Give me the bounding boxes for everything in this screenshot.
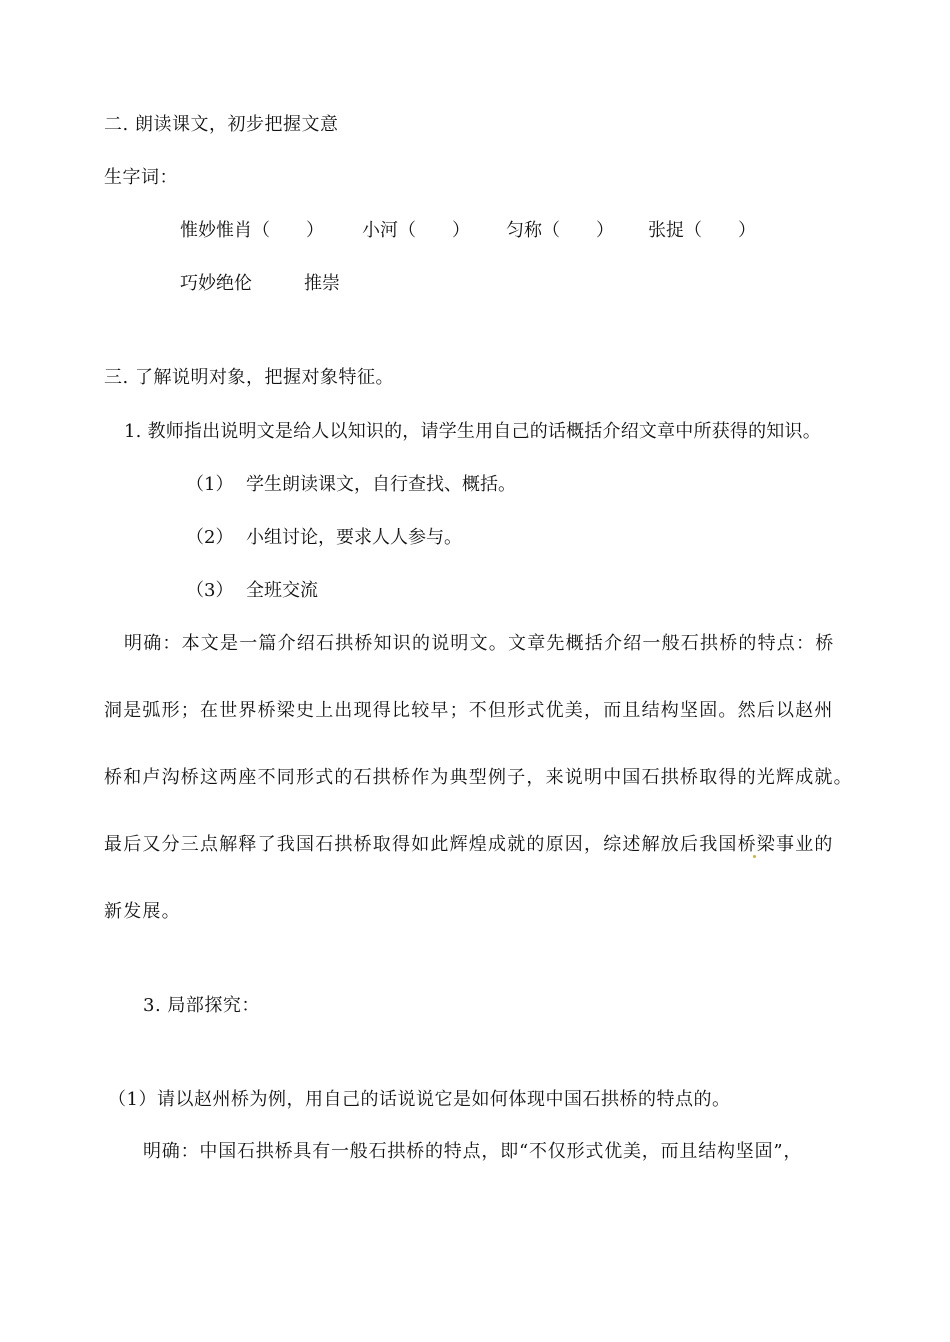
step-text: 小组讨论，要求人人参与。 [246,527,462,548]
vocab-label: 生字词： [104,167,178,188]
stray-mark [753,855,756,858]
vocab-item: 张捉（ ） [648,220,756,241]
step-number: （3） [186,580,234,601]
section-heading-3: 三. 了解说明对象，把握对象特征。 [104,367,394,388]
vocab-item: 巧妙绝伦 [180,273,252,294]
step-number: （1） [186,474,234,495]
vocab-item: 惟妙惟肖（ ） [180,220,324,241]
step-text: 学生朗读课文，自行查找、概括。 [246,474,516,495]
list-item-1: 1. 教师指出说明文是给人以知识的，请学生用自己的话概括介绍文章中所获得的知识。 [124,421,821,442]
vocab-item: 小河（ ） [362,220,470,241]
vocab-item: 推崇 [304,273,340,294]
clarify-paragraph-line: 桥和卢沟桥这两座不同形式的石拱桥作为典型例子，来说明中国石拱桥取得的光辉成就。 [104,767,853,788]
section-heading-2: 二. 朗读课文，初步把握文意 [104,114,339,135]
answer-1: 明确：中国石拱桥具有一般石拱桥的特点，即“不仅形式优美，而且结构坚固”， [143,1141,803,1162]
clarify-paragraph-line: 洞是弧形；在世界桥梁史上出现得比较早；不但形式优美，而且结构坚固。然后以赵州 [104,700,834,721]
clarify-paragraph-line: 新发展。 [104,901,181,922]
list-item-3: 3. 局部探究： [143,995,260,1016]
step-text: 全班交流 [246,580,318,601]
vocab-item: 匀称（ ） [506,220,614,241]
clarify-paragraph-line: 最后又分三点解释了我国石拱桥取得如此辉煌成就的原因，综述解放后我国桥梁事业的 [104,834,834,855]
step-number: （2） [186,527,234,548]
clarify-paragraph-line: 明确：本文是一篇介绍石拱桥知识的说明文。文章先概括介绍一般石拱桥的特点：桥 [124,633,835,654]
question-1: （1）请以赵州桥为例，用自己的话说说它是如何体现中国石拱桥的特点的。 [108,1089,731,1110]
